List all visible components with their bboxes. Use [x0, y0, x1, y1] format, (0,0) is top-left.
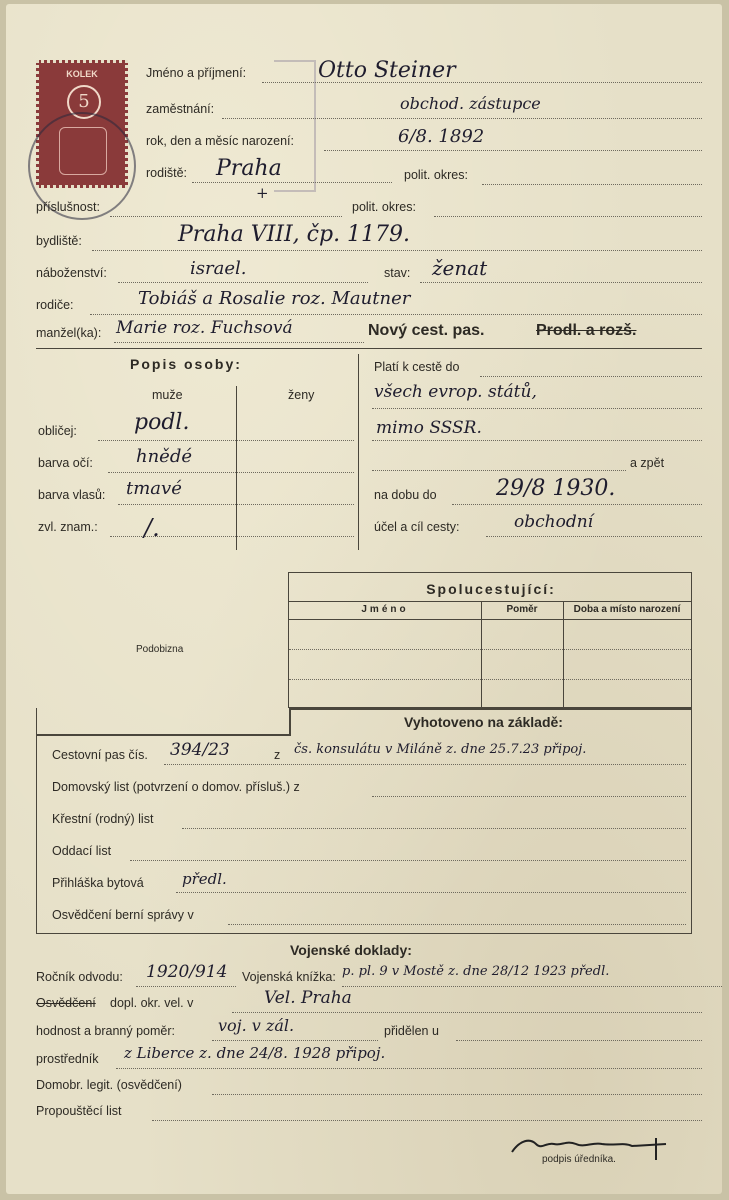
assigned-line	[456, 1040, 702, 1041]
companions-title: Spolucestující:	[426, 581, 556, 597]
passport-line	[164, 764, 686, 765]
marriage-line	[130, 860, 686, 861]
purpose-value: obchodní	[514, 512, 594, 532]
passport-number: 394/23	[170, 740, 230, 760]
stamp-denomination: 5	[67, 85, 101, 119]
eyes-line	[108, 472, 354, 473]
name-label: Jméno a příjmení:	[146, 66, 247, 80]
year-line	[136, 986, 236, 987]
companions-col-relation: Poměr	[506, 604, 538, 615]
rank-value: voj. v zál.	[218, 1016, 295, 1035]
year-value: 1920/914	[146, 962, 228, 982]
eyes-value: hnědé	[136, 446, 193, 467]
via-value: z Liberce z. dne 24/8. 1928 připoj.	[124, 1044, 386, 1062]
domicile-line	[372, 796, 686, 797]
face-line	[98, 440, 354, 441]
parents-label: rodiče:	[36, 298, 74, 312]
companions-vline-2	[563, 601, 564, 707]
companions-col-birth: Doba a místo narození	[573, 604, 681, 615]
polit-district-label-2: polit. okres:	[352, 200, 416, 214]
citizenship-label: příslušnost:	[36, 200, 100, 214]
citizenship-value: +	[256, 184, 269, 202]
birth-label: rok, den a měsíc narození:	[146, 134, 294, 148]
tax-label: Osvědčení berní správy v	[52, 908, 194, 922]
status-line	[420, 282, 702, 283]
rank-line	[212, 1040, 378, 1041]
men-header: muže	[152, 388, 183, 402]
companions-table	[288, 572, 692, 708]
birthplace-value: Praha	[216, 156, 282, 181]
spouse-label: manžel(ka):	[36, 326, 102, 340]
occupation-value: obchod. zástupce	[400, 94, 541, 113]
residence-reg-label: Přihláška bytová	[52, 876, 144, 890]
passport-z: z	[274, 748, 281, 762]
book-line	[342, 986, 722, 987]
description-divider	[358, 354, 359, 550]
residence-reg-line	[176, 892, 686, 893]
hair-line	[118, 504, 354, 505]
companions-vline-1	[481, 601, 482, 707]
book-value: p. pl. 9 v Mostě z. dne 28/12 1923 předl.	[342, 964, 610, 979]
parents-value: Tobiáš a Rosalie roz. Mautner	[138, 288, 411, 309]
companions-col-name: Jméno	[361, 604, 409, 615]
rank-label: hodnost a branný poměr:	[36, 1024, 175, 1038]
period-value: 29/8 1930.	[496, 476, 616, 501]
residence-label: bydliště:	[36, 234, 82, 248]
certificate-label-struck: Osvědčení	[36, 996, 96, 1010]
women-header: ženy	[288, 388, 315, 402]
purpose-label: účel a cíl cesty:	[374, 520, 460, 534]
baptism-label: Křestní (rodný) list	[52, 812, 154, 826]
tax-line	[228, 924, 686, 925]
purpose-line	[486, 536, 702, 537]
assigned-label: přidělen u	[384, 1024, 439, 1038]
passport-detail: čs. konsulátu v Miláně z. dne 25.7.23 připoj.	[294, 742, 587, 757]
religion-label: náboženství:	[36, 266, 107, 280]
name-value: Otto Steiner	[318, 58, 456, 83]
year-label: Ročník odvodu:	[36, 970, 123, 984]
men-women-divider	[236, 386, 237, 550]
status-label: stav:	[384, 266, 411, 280]
return-label: a zpět	[630, 456, 665, 470]
new-passport-label: Nový cest. pas.	[368, 322, 485, 339]
hair-value: tmavé	[126, 478, 182, 499]
validity-line-1	[372, 408, 702, 409]
military-title: Vojenské doklady:	[290, 942, 412, 958]
legion-label: Domobr. legit. (osvědčení)	[36, 1078, 182, 1092]
issued-left-top	[36, 734, 38, 934]
parents-line	[90, 314, 702, 315]
companions-row-1	[289, 649, 691, 650]
birth-line	[324, 150, 702, 151]
validity-line-0	[480, 376, 702, 377]
status-value: ženat	[432, 256, 488, 280]
issued-title: Vyhotoveno na základě:	[404, 714, 563, 730]
religion-line	[118, 282, 368, 283]
marks-label: zvl. znam.:	[38, 520, 98, 534]
via-label: prostředník	[36, 1052, 99, 1066]
photo-label: Podobizna	[136, 644, 184, 655]
stamp-label: KOLEK	[66, 69, 98, 79]
header-rule	[36, 348, 702, 349]
polit-district-line-1	[482, 184, 702, 185]
residence-reg-value: předl.	[182, 870, 227, 888]
validity-line-2	[372, 440, 702, 441]
validity-line-3	[372, 470, 626, 471]
domicile-label: Domovský list (potvrzení o domov. přísluš.) z	[52, 780, 300, 794]
marriage-label: Oddací list	[52, 844, 112, 858]
certificate-line	[232, 1012, 702, 1013]
period-label: na dobu do	[374, 488, 437, 502]
signature-label: podpis úředníka.	[542, 1154, 616, 1165]
religion-value: israel.	[190, 258, 247, 279]
validity-value-2: mimo SSSR.	[376, 418, 482, 438]
certificate-label: dopl. okr. vel. v	[110, 996, 194, 1010]
face-value: podl.	[134, 410, 190, 435]
passport-application-form	[6, 4, 722, 1194]
validity-label: Platí k cestě do	[374, 360, 460, 374]
passport-label: Cestovní pas čís.	[52, 748, 148, 762]
extension-label-struck: Prodl. a rozš.	[536, 322, 637, 339]
spouse-line	[114, 342, 364, 343]
issued-notch-vline	[289, 708, 291, 734]
description-title: Popis osoby:	[130, 356, 242, 372]
issued-notch-hline	[37, 734, 291, 736]
occupation-line	[222, 118, 702, 119]
spouse-value: Marie roz. Fuchsová	[116, 318, 293, 338]
certificate-value: Vel. Praha	[264, 988, 352, 1008]
eyes-label: barva očí:	[38, 456, 93, 470]
companions-row-2	[289, 679, 691, 680]
companions-title-rule	[289, 601, 691, 602]
period-line	[452, 504, 702, 505]
companions-header-rule	[289, 619, 691, 620]
via-line	[116, 1068, 702, 1069]
marks-value: /.	[144, 514, 160, 542]
baptism-line	[182, 828, 686, 829]
birth-value: 6/8. 1892	[398, 126, 485, 147]
citizenship-line	[110, 216, 342, 217]
discharge-label: Propouštěcí list	[36, 1104, 122, 1118]
legion-line	[212, 1094, 702, 1095]
occupation-label: zaměstnání:	[146, 102, 215, 116]
book-label: Vojenská knížka:	[242, 970, 336, 984]
face-label: obličej:	[38, 424, 77, 438]
issued-top-rule	[289, 708, 691, 710]
hair-label: barva vlasů:	[38, 488, 106, 502]
birthplace-label: rodiště:	[146, 166, 187, 180]
birthplace-line	[192, 182, 392, 183]
polit-district-label-1: polit. okres:	[404, 168, 468, 182]
validity-value-1: všech evrop. států,	[374, 382, 537, 402]
discharge-line	[152, 1120, 702, 1121]
residence-line	[92, 250, 702, 251]
residence-value: Praha VIII, čp. 1179.	[178, 222, 411, 247]
polit-district-line-2	[434, 216, 702, 217]
